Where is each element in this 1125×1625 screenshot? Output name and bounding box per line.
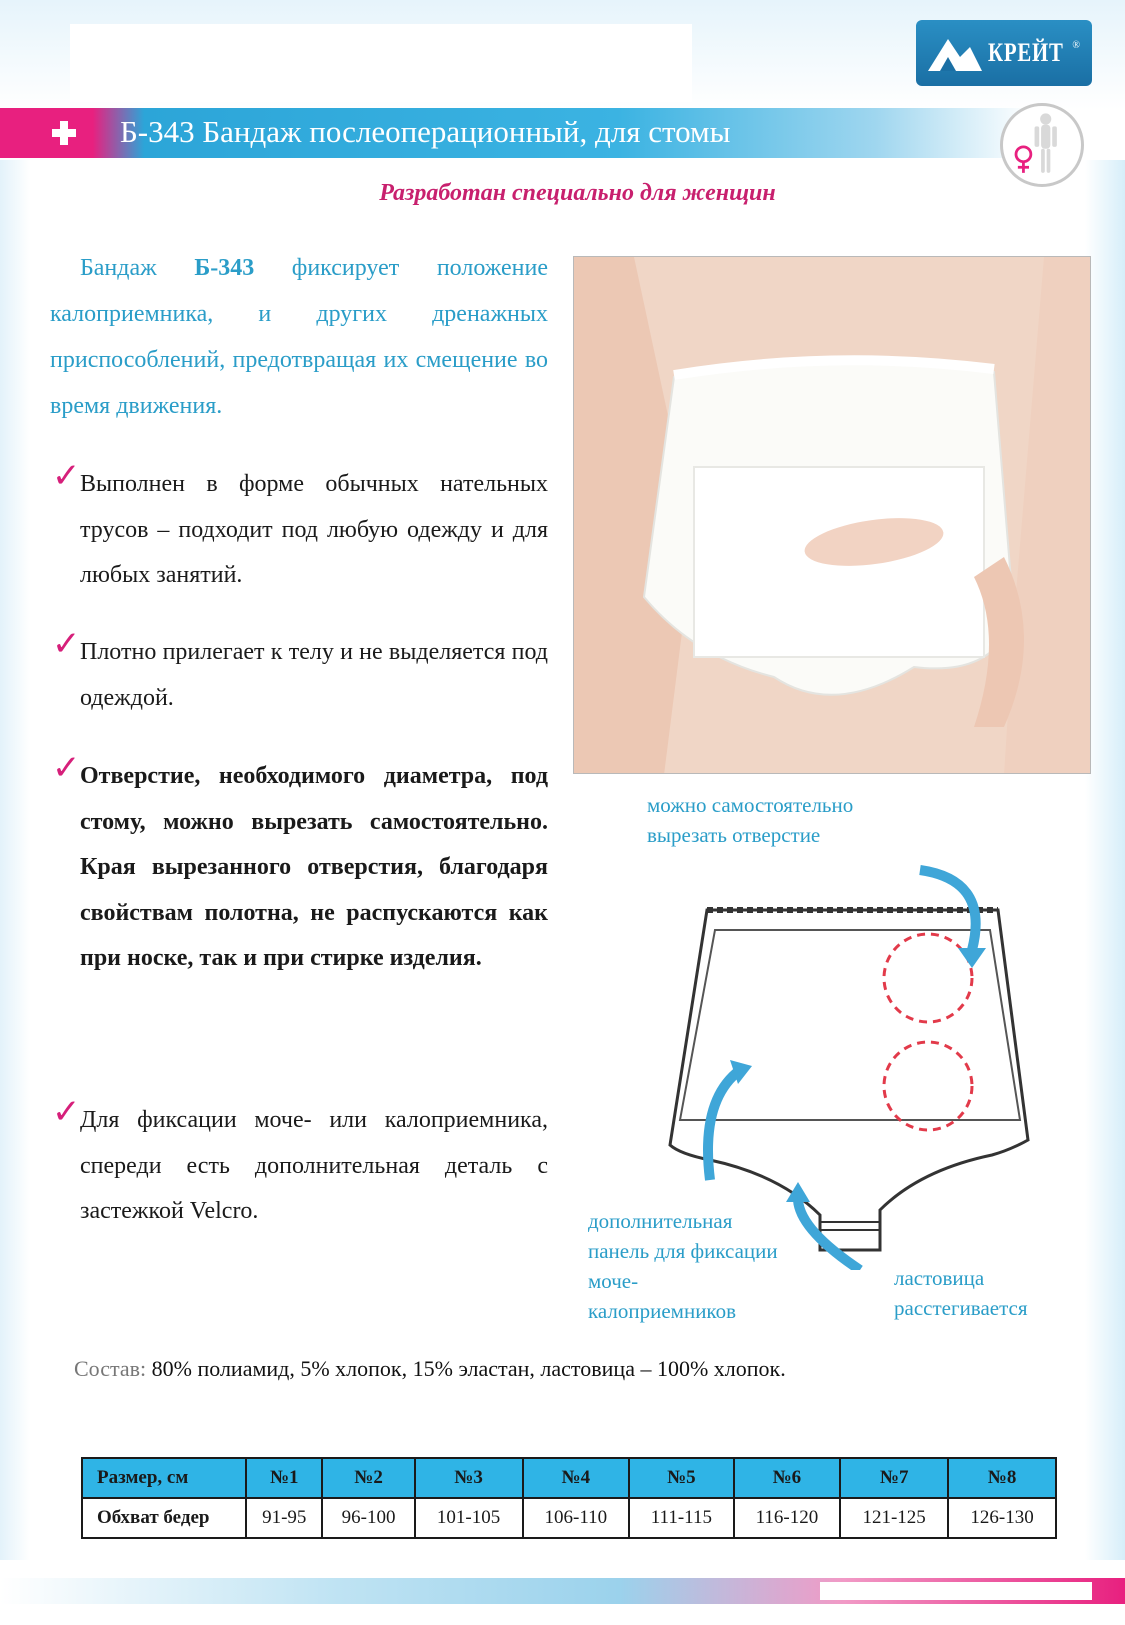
logo-registered: ® bbox=[1072, 40, 1080, 51]
size-table-row-label: Обхват бедер bbox=[82, 1498, 246, 1538]
checkmark-icon: ✓ bbox=[52, 456, 81, 496]
checkmark-icon: ✓ bbox=[52, 624, 81, 664]
size-table-header-row bbox=[82, 1458, 1056, 1498]
female-body-icon bbox=[1000, 103, 1084, 187]
feature-text: Для фиксации моче- или калоприемника, спереди есть дополнительная деталь с застежкой Velcro. bbox=[80, 1107, 548, 1224]
diagram-label-panel: дополнительная панель для фиксации моче-калоприемников bbox=[588, 1209, 778, 1323]
briefs-outline-icon bbox=[580, 830, 1040, 1270]
product-diagram bbox=[580, 790, 1100, 1330]
hip-range-cell: 106-110 bbox=[523, 1498, 630, 1538]
product-photo bbox=[573, 256, 1091, 774]
composition-line bbox=[74, 1356, 786, 1382]
size-cell: №3 bbox=[415, 1458, 523, 1498]
feature-text: Плотно прилегает к телу и не выделяется под одеждой. bbox=[80, 639, 548, 711]
page-subtitle: Разработан специально для женщин bbox=[379, 180, 776, 206]
checkmark-icon: ✓ bbox=[52, 1092, 81, 1132]
hip-range-cell: 91-95 bbox=[246, 1498, 322, 1538]
logo-text: КРЕЙТ bbox=[987, 38, 1064, 67]
hip-range-cell: 121-125 bbox=[840, 1498, 948, 1538]
checkmark-icon: ✓ bbox=[52, 748, 81, 788]
intro-paragraph bbox=[50, 245, 548, 429]
header-blank-box bbox=[70, 24, 692, 102]
size-cell: №1 bbox=[246, 1458, 322, 1498]
diagram-label-gusset: ластовица расстегивается bbox=[894, 1266, 1028, 1320]
size-cell: №6 bbox=[734, 1458, 841, 1498]
composition-label: Состав: bbox=[74, 1356, 147, 1381]
page-title: Б-343 Бандаж послеоперационный, для стомы bbox=[120, 114, 731, 149]
size-cell: №8 bbox=[948, 1458, 1056, 1498]
feature-item bbox=[50, 456, 548, 599]
hip-range-cell: 116-120 bbox=[734, 1498, 841, 1538]
feature-text: Отверстие, необходимого диаметра, под стому, можно вырезать самостоятельно. Края вырезанного отверстия, благодаря свойствам полотна, не распускаются как при носке, так и при стирке изделия. bbox=[80, 763, 548, 971]
intro-prefix: Бандаж bbox=[80, 255, 195, 281]
size-table-values-row bbox=[82, 1498, 1056, 1538]
size-cell: №2 bbox=[322, 1458, 414, 1498]
logo-mountain-icon bbox=[926, 33, 984, 73]
size-table bbox=[81, 1457, 1057, 1539]
hip-range-cell: 101-105 bbox=[415, 1498, 523, 1538]
hip-range-cell: 126-130 bbox=[948, 1498, 1056, 1538]
feature-text: Выполнен в форме обычных нательных трусов – подходит под любую одежду и для любых занятий. bbox=[80, 471, 548, 588]
size-cell: №7 bbox=[840, 1458, 948, 1498]
size-cell: №5 bbox=[629, 1458, 733, 1498]
background-swoosh-left bbox=[0, 160, 30, 1560]
size-cell: №4 bbox=[523, 1458, 630, 1498]
feature-item bbox=[50, 624, 548, 721]
intro-model: Б-343 bbox=[194, 255, 255, 281]
hip-range-cell: 96-100 bbox=[322, 1498, 414, 1538]
feature-item bbox=[50, 748, 548, 982]
title-bar bbox=[0, 108, 1030, 158]
medical-cross-icon bbox=[52, 121, 76, 145]
hip-range-cell: 111-115 bbox=[629, 1498, 733, 1538]
footer-blank-box bbox=[820, 1582, 1092, 1600]
size-table-header-label: Размер, см bbox=[82, 1458, 246, 1498]
intro-text: фиксирует положение калоприемника, и других дренажных приспособлений, предотвращая их смещение во время движения. bbox=[50, 255, 548, 419]
diagram-label-hole: можно самостоятельно вырезать отверстие bbox=[647, 793, 854, 847]
feature-item bbox=[50, 1092, 548, 1235]
composition-text: 80% полиамид, 5% хлопок, 15% эластан, ластовица – 100% хлопок. bbox=[146, 1356, 786, 1381]
brand-logo[interactable] bbox=[916, 20, 1092, 86]
